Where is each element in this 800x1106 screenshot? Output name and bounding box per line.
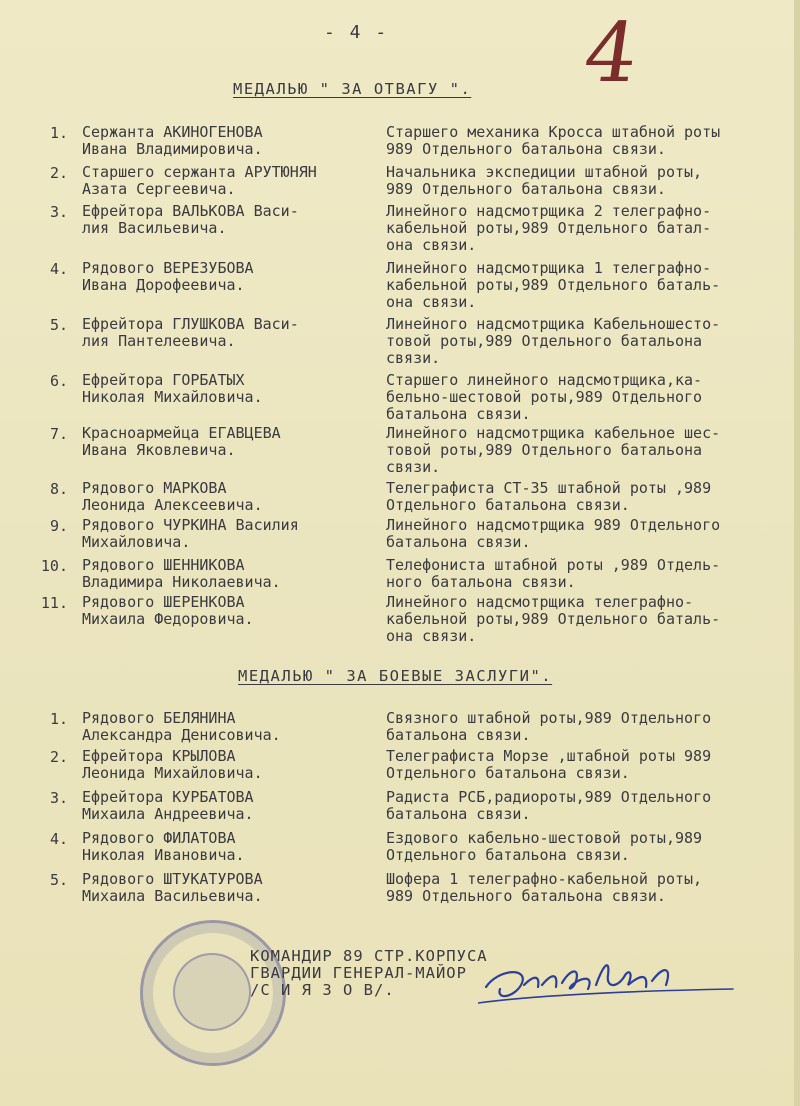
section-title-courage: МЕДАЛЬЮ " ЗА ОТВАГУ ". bbox=[233, 80, 472, 98]
entry-name: Ефрейтора ВАЛЬКОВА Васи- лия Васильевича. bbox=[82, 202, 299, 237]
entry-position: Радиста РСБ,радиороты,989 Отдельного батальона связи. bbox=[386, 788, 712, 823]
handwritten-signature bbox=[478, 945, 738, 1015]
entry-number: 2. bbox=[49, 164, 68, 182]
entry-name: Красноармейца ЕГАВЦЕВА Ивана Яковлевича. bbox=[82, 424, 281, 459]
entry-position: Телеграфиста СТ-35 штабной роты ,989 Отдельного батальона связи. bbox=[386, 479, 712, 514]
entry-name: Ефрейтора КРЫЛОВА Леонида Михайловича. bbox=[82, 747, 263, 782]
section-title-combat-merit: МЕДАЛЬЮ " ЗА БОЕВЫЕ ЗАСЛУГИ". bbox=[238, 667, 553, 685]
entry-name: Рядового ФИЛАТОВА Николая Ивановича. bbox=[82, 829, 245, 864]
entry-position: Линейного надсмотрщика 989 Отдельного батальона связи. bbox=[386, 516, 721, 551]
entry-name: Ефрейтора ГОРБАТЫХ Николая Михайловича. bbox=[82, 371, 263, 406]
entry-position: Ездового кабельно-шестовой роты,989 Отдельного батальона связи. bbox=[386, 829, 703, 864]
entry-number: 3. bbox=[49, 203, 68, 221]
handwritten-page-number: 4 bbox=[578, 6, 644, 101]
entry-name: Старшего сержанта АРУТЮНЯН Азата Сергеевича. bbox=[82, 163, 317, 198]
entry-position: Линейного надсмотрщика телеграфно- кабельной роты,989 Отдельного баталь- она связи. bbox=[386, 593, 721, 645]
entry-name: Ефрейтора ГЛУШКОВА Васи- лия Пантелеевича. bbox=[82, 315, 299, 350]
commander-signature-block bbox=[250, 948, 488, 999]
paper-edge bbox=[794, 0, 800, 1106]
entry-number: 7. bbox=[49, 425, 68, 443]
commander-rank: ГВАРДИИ ГЕНЕРАЛ-МАЙОР bbox=[250, 964, 467, 982]
entry-position: Старшего механика Кросса штабной роты 989 Отдельного батальона связи. bbox=[386, 123, 721, 158]
entry-position: Старшего линейного надсмотрщика,ка- бельно-шестовой роты,989 Отдельного батальона связи. bbox=[386, 371, 703, 423]
entry-number: 5. bbox=[49, 871, 68, 889]
commander-name: /С И Я З О В/. bbox=[250, 981, 395, 999]
entry-position: Линейного надсмотрщика 1 телеграфно- кабельной роты,989 Отдельного баталь- она связи. bbox=[386, 259, 721, 311]
entry-number: 10. bbox=[40, 557, 68, 575]
entry-position: Телефониста штабной роты ,989 Отдель- ного батальона связи. bbox=[386, 556, 721, 591]
entry-position: Линейного надсмотрщика кабельное шес- товой роты,989 Отдельного батальона связи. bbox=[386, 424, 721, 476]
entry-number: 11. bbox=[40, 594, 68, 612]
entry-position: Шофера 1 телеграфно-кабельной роты, 989 Отдельного батальона связи. bbox=[386, 870, 703, 905]
entry-name: Ефрейтора КУРБАТОВА Михаила Андреевича. bbox=[82, 788, 254, 823]
stamp-emblem bbox=[173, 953, 251, 1031]
entry-number: 6. bbox=[49, 372, 68, 390]
entry-position: Линейного надсмотрщика 2 телеграфно- кабельной роты,989 Отдельного батал- она связи. bbox=[386, 202, 712, 254]
entry-name: Рядового МАРКОВА Леонида Алексеевича. bbox=[82, 479, 263, 514]
entry-number: 1. bbox=[49, 124, 68, 142]
entry-number: 8. bbox=[49, 480, 68, 498]
entry-number: 4. bbox=[49, 830, 68, 848]
entry-name: Рядового ШЕННИКОВА Владимира Николаевича. bbox=[82, 556, 281, 591]
entry-name: Рядового ВЕРЕЗУБОВА Ивана Дорофеевича. bbox=[82, 259, 254, 294]
entry-name: Рядового ЧУРКИНА Василия Михайловича. bbox=[82, 516, 299, 551]
entry-position: Начальника экспедиции штабной роты, 989 Отдельного батальона связи. bbox=[386, 163, 703, 198]
entry-position: Связного штабной роты,989 Отдельного батальона связи. bbox=[386, 709, 712, 744]
entry-number: 3. bbox=[49, 789, 68, 807]
entry-number: 9. bbox=[49, 517, 68, 535]
entry-name: Рядового ШЕРЕНКОВА Михаила Федоровича. bbox=[82, 593, 254, 628]
page-number: - 4 - bbox=[324, 22, 389, 43]
entry-number: 2. bbox=[49, 748, 68, 766]
entry-position: Линейного надсмотрщика Кабельношесто- товой роты,989 Отдельного батальона связи. bbox=[386, 315, 721, 367]
entry-name: Рядового БЕЛЯНИНА Александра Денисовича. bbox=[82, 709, 281, 744]
entry-number: 1. bbox=[49, 710, 68, 728]
entry-name: Сержанта АКИНОГЕНОВА Ивана Владимировича. bbox=[82, 123, 263, 158]
entry-position: Телеграфиста Морзе ,штабной роты 989 Отдельного батальона связи. bbox=[386, 747, 712, 782]
commander-title: КОМАНДИР 89 СТР.КОРПУСА bbox=[250, 947, 488, 965]
entry-number: 5. bbox=[49, 316, 68, 334]
entry-number: 4. bbox=[49, 260, 68, 278]
entry-name: Рядового ШТУКАТУРОВА Михаила Васильевича. bbox=[82, 870, 263, 905]
